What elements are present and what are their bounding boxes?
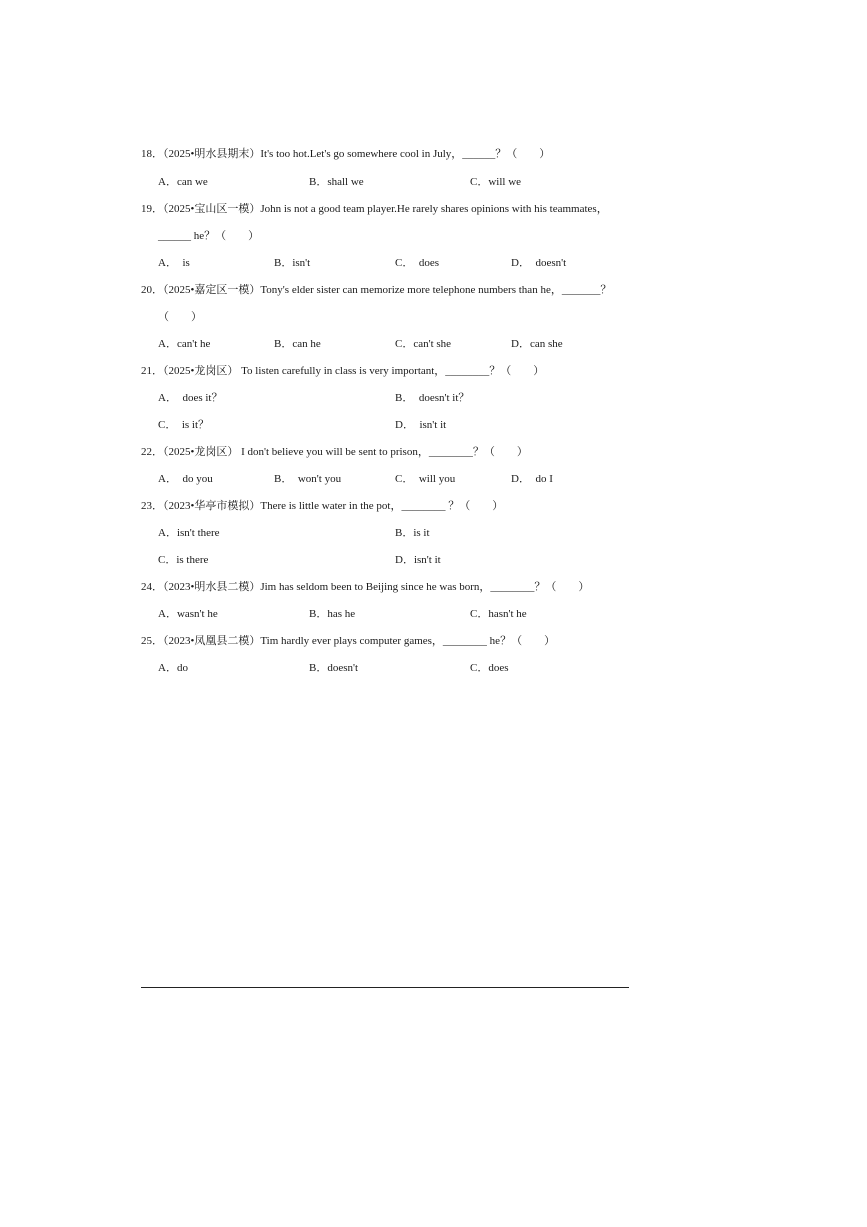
question-22-stem: 22．（2025•龙岗区） I don't believe you will be sent to prison，________？（ ） xyxy=(141,446,528,458)
question-20-option-a: A．can't he xyxy=(158,338,211,350)
question-18-stem: 18．（2025•明水县期末）It's too hot.Let's go somewhere cool in July，______？（ ） xyxy=(141,148,551,160)
question-19-stem: 19．（2025•宝山区一模）John is not a good team player.He rarely shares opinions with his teammates， xyxy=(141,203,608,215)
question-21-option-b: B． doesn't it？ xyxy=(395,392,470,404)
question-24-option-c: C．hasn't he xyxy=(470,608,527,620)
question-23-option-c: C．is there xyxy=(158,554,209,566)
footer-divider xyxy=(141,987,629,988)
question-22-option-b: B． won't you xyxy=(274,473,342,485)
question-21-option-c: C． is it？ xyxy=(158,419,210,431)
question-21-stem: 21．（2025•龙岗区） To listen carefully in class is very important，________？（ ） xyxy=(141,365,545,377)
question-20-option-c: C．can't she xyxy=(395,338,452,350)
question-23-option-b: B．is it xyxy=(395,527,430,539)
question-19-option-b: B．isn't xyxy=(274,257,311,269)
question-25-option-c: C．does xyxy=(470,662,509,674)
question-25-stem: 25．（2023•凤凰县二模）Tim hardly ever plays computer games，________ he？（ ） xyxy=(141,635,556,647)
question-19-option-a: A． is xyxy=(158,257,190,269)
question-25-option-b: B．doesn't xyxy=(309,662,359,674)
question-22-option-d: D． do I xyxy=(511,473,553,485)
question-25-option-a: A．do xyxy=(158,662,188,674)
question-21-option-a: A． does it？ xyxy=(158,392,223,404)
question-20-option-b: B．can he xyxy=(274,338,321,350)
question-22-option-a: A． do you xyxy=(158,473,213,485)
question-18-option-c: C．will we xyxy=(470,176,522,188)
question-23-stem: 23．（2023•华亭市模拟）There is little water in the pot，________ ？（ ） xyxy=(141,500,504,512)
question-21-option-d: D． isn't it xyxy=(395,419,447,431)
question-18-option-b: B．shall we xyxy=(309,176,364,188)
question-19-option-c: C． does xyxy=(395,257,439,269)
question-23-option-a: A．isn't there xyxy=(158,527,220,539)
question-24-option-a: A．wasn't he xyxy=(158,608,218,620)
question-19-stem-continued: ______ he？（ ） xyxy=(158,230,260,242)
question-22-option-c: C． will you xyxy=(395,473,456,485)
question-20-stem: 20．（2025•嘉定区一模）Tony's elder sister can memorize more telephone numbers than he，_______？ xyxy=(141,284,612,296)
question-18-option-a: A．can we xyxy=(158,176,208,188)
question-24-stem: 24．（2023•明水县二模）Jim has seldom been to Beijing since he was born，________？（ ） xyxy=(141,581,590,593)
question-23-option-d: D．isn't it xyxy=(395,554,441,566)
question-19-option-d: D． doesn't xyxy=(511,257,567,269)
question-24-option-b: B．has he xyxy=(309,608,356,620)
question-20-option-d: D．can she xyxy=(511,338,563,350)
question-20-stem-continued: （ ） xyxy=(158,311,202,323)
